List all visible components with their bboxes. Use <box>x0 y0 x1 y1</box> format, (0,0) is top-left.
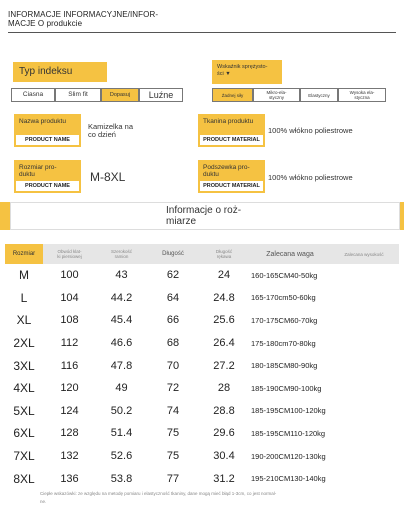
cell-sleeve: 29.6 <box>213 427 235 440</box>
cell-chest: 104 <box>60 291 79 304</box>
lining-label: Podszewka pro- duktu <box>203 164 250 178</box>
fit-option-regular: Dopasuj <box>101 88 139 102</box>
cell-chest: 108 <box>60 314 79 327</box>
header-chest: Obwód klat- ki piersiowej <box>57 249 82 259</box>
cell-sleeve: 27.2 <box>213 359 235 372</box>
cell-weight: 175-180cm70-80kg <box>251 338 316 348</box>
product-name-tag <box>14 114 81 147</box>
cell-length: 72 <box>166 382 180 395</box>
table-row <box>5 354 399 377</box>
size-table <box>5 244 399 490</box>
table-row <box>5 400 399 423</box>
fit-option-slim: Slim fit <box>55 88 101 102</box>
cell-size: M <box>19 268 29 283</box>
cell-chest: 120 <box>60 382 79 395</box>
cell-sleeve: 28 <box>217 382 231 395</box>
table-row <box>5 264 399 287</box>
header-weight: Zalecana waga <box>266 250 314 258</box>
table-row <box>5 445 399 468</box>
lining-value: 100% włókno poliestrowe <box>268 173 353 182</box>
cell-shoulder: 53.8 <box>110 472 133 485</box>
cell-shoulder: 47.8 <box>110 359 133 372</box>
header-divider <box>8 32 396 33</box>
cell-shoulder: 51.4 <box>110 427 133 440</box>
cell-sleeve: 24.8 <box>213 291 235 304</box>
cell-length: 64 <box>166 291 180 304</box>
cell-shoulder: 45.4 <box>110 314 133 327</box>
cell-chest: 112 <box>60 337 79 350</box>
header-recommend: Zalecana wysokość <box>344 251 384 257</box>
fit-option-loose: Luźne <box>139 88 183 102</box>
product-name-value: Kamizelka na co dzień <box>88 122 134 139</box>
cell-chest: 100 <box>60 269 79 282</box>
cell-size: 8XL <box>13 471 35 486</box>
page-title: INFORMACJE INFORMACYJNE/INFOR- MACJE O produkcie <box>8 10 159 28</box>
cell-length: 68 <box>166 337 180 350</box>
table-row <box>5 377 399 400</box>
product-size-tag <box>14 160 81 193</box>
cell-weight: 185-195CM110-120kg <box>251 428 326 438</box>
fabric-value: 100% włókno poliestrowe <box>268 126 353 135</box>
cell-length: 77 <box>166 472 180 485</box>
cell-sleeve: 28.8 <box>213 404 235 417</box>
cell-length: 74 <box>166 404 180 417</box>
cell-sleeve: 26.4 <box>213 337 235 350</box>
size-info-title: Informacje o roż- miarze <box>10 202 400 230</box>
cell-weight: 160-165CM40-50kg <box>251 270 318 280</box>
cell-size: 6XL <box>13 426 35 441</box>
product-size-label: Rozmiar pro- duktu <box>19 164 57 178</box>
table-row <box>5 287 399 310</box>
cell-weight: 190-200CM120-130kg <box>251 451 326 461</box>
header-sleeve: Długość rękawa <box>215 249 233 259</box>
cell-weight: 185-190CM90-100kg <box>251 383 322 393</box>
cell-sleeve: 24 <box>217 269 231 282</box>
cell-weight: 185-195CM100-120kg <box>251 406 326 416</box>
cell-shoulder: 52.6 <box>110 450 133 463</box>
fabric-en: PRODUCT MATERIAL <box>200 135 263 145</box>
cell-sleeve: 31.2 <box>213 472 235 485</box>
header-shoulder: Szerokość ramion <box>110 249 132 259</box>
cell-size: 4XL <box>13 381 35 396</box>
table-row <box>5 309 399 332</box>
cell-weight: 180-185CM80-90kg <box>251 361 318 371</box>
cell-size: 5XL <box>13 403 35 418</box>
lining-tag <box>198 160 265 193</box>
cell-size: 3XL <box>13 358 35 373</box>
product-name-en: PRODUCT NAME <box>16 135 79 145</box>
cell-chest: 116 <box>60 359 79 372</box>
cell-size: L <box>20 290 28 305</box>
cell-chest: 124 <box>60 404 79 417</box>
cell-size: XL <box>16 313 32 328</box>
stretch-options <box>212 88 386 102</box>
cell-chest: 128 <box>60 427 79 440</box>
table-header <box>5 244 399 264</box>
product-size-value: M-8XL <box>90 170 126 184</box>
header-size: Rozmiar <box>5 244 43 264</box>
cell-size: 7XL <box>13 449 35 464</box>
cell-shoulder: 46.6 <box>110 337 133 350</box>
stretch-option-none: Żadnej siły <box>212 88 253 102</box>
cell-length: 75 <box>166 427 180 440</box>
cell-weight: 195-210CM130-140kg <box>251 474 326 484</box>
cell-weight: 165-170cm50-60kg <box>251 293 316 303</box>
cell-length: 66 <box>166 314 180 327</box>
cell-length: 75 <box>166 450 180 463</box>
cell-chest: 136 <box>60 472 79 485</box>
cell-shoulder: 50.2 <box>110 404 133 417</box>
cell-chest: 132 <box>60 450 79 463</box>
table-row <box>5 467 399 490</box>
cell-sleeve: 25.6 <box>213 314 235 327</box>
table-row <box>5 422 399 445</box>
cell-weight: 170-175CM60-70kg <box>251 315 318 325</box>
table-row <box>5 332 399 355</box>
footnote: Ciepłe wskazówki: ze względu na metodę pomiaru i elastyczność tkaniny, dane mogą mieć błąd 1-3cm, co jest normal- ne. <box>40 491 277 504</box>
stretch-option-micro: Mikro-ela- styczny <box>253 88 300 102</box>
fit-type-label: Typ indeksu <box>13 62 107 82</box>
cell-sleeve: 30.4 <box>213 450 235 463</box>
cell-shoulder: 43 <box>115 269 128 282</box>
cell-shoulder: 49 <box>115 382 128 395</box>
stretch-index-label: Wskaźnik sprężysto- ści ▼ <box>212 60 282 84</box>
fabric-tag <box>198 114 265 147</box>
product-name-label: Nazwa produktu <box>19 118 66 125</box>
cell-shoulder: 44.2 <box>110 291 133 304</box>
header <box>8 10 396 28</box>
lining-en: PRODUCT MATERIAL <box>200 181 263 191</box>
fit-type-options <box>11 88 183 102</box>
stretch-option-elastic: Elastyczny <box>300 88 338 102</box>
cell-size: 2XL <box>13 336 35 351</box>
fit-option-tight: Ciasna <box>11 88 55 102</box>
cell-length: 70 <box>166 359 180 372</box>
size-info-banner <box>0 202 404 230</box>
fabric-label: Tkanina produktu <box>203 118 254 125</box>
stretch-option-high: Wysoka ela- styczna <box>338 88 386 102</box>
cell-length: 62 <box>166 269 180 282</box>
table-body <box>5 264 399 490</box>
header-length: Długość <box>162 250 184 257</box>
product-size-en: PRODUCT NAME <box>16 181 79 191</box>
